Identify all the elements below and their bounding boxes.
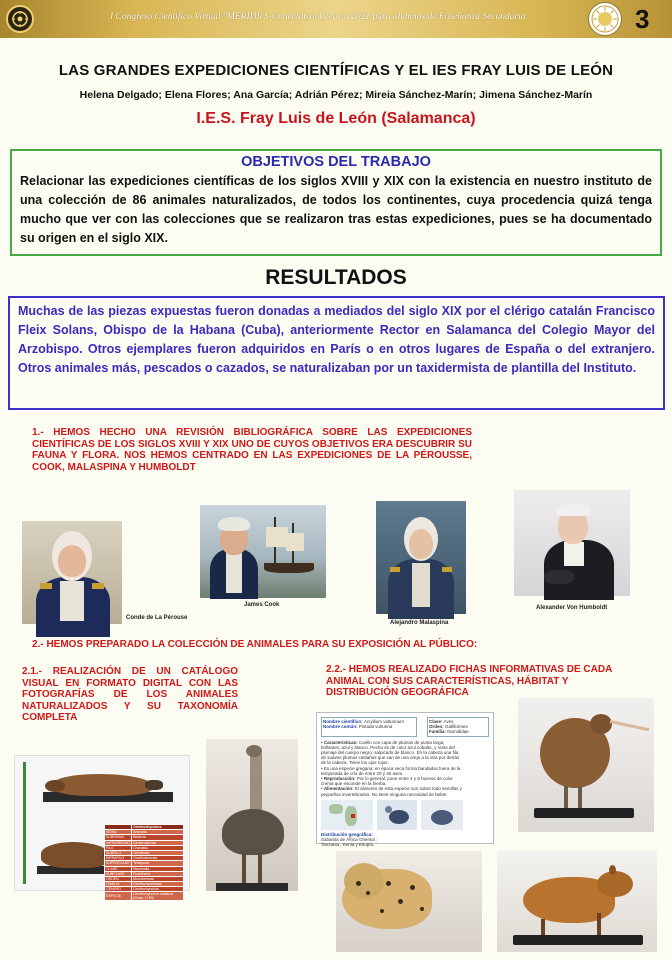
card-common-label: Nombre común: (323, 724, 358, 730)
section2-2-heading: 2.2.- HEMOS REALIZADO FICHAS INFORMATIVAS DE CADA ANIMAL CON SUS CARACTERÍSTICAS, HÁBITAT Y DISTRIBUCIÓN GEOGRÁFICA (326, 664, 612, 698)
card-species-text: Es una especie gregaria; en época seca forma bandadas fuera de la temporada de cría de entre 20 y 40 aves. (321, 765, 461, 776)
card-order-value: Galliformes (445, 724, 468, 730)
poster-title: LAS GRANDES EXPEDICIONES CIENTÍFICAS Y EL IES FRAY LUIS DE LEÓN (58, 62, 614, 79)
taxonomy-rank: ESPECIE (105, 892, 132, 901)
agouti-photo (497, 851, 657, 952)
taxonomy-rank: SUPERCLASE (105, 861, 132, 866)
taxonomy-value: Mammalia (132, 866, 184, 871)
malaspina-portrait (376, 501, 466, 614)
taxonomy-rank: INFRARREINO (106, 840, 131, 845)
taxonomy-rank: INFRAFILO (105, 856, 132, 861)
section2-1-heading: 2.1.- REALIZACIÓN DE UN CATÁLOGO VISUAL EN FORMATO DIGITAL CON LAS FOTOGRAFÍAS DE LOS ANIMALES NATURALIZADOS Y SU TAXONOMÍA COMPLETA (22, 666, 238, 723)
card-repro-label: Reproducción: (323, 776, 356, 782)
taxonomy-table-header: Ornithorhynchus (132, 825, 184, 830)
taxonomy-value: Ornithorhynchidae (132, 882, 184, 887)
objectives-title: OBJETIVOS DEL TRABAJO (241, 154, 431, 170)
rhea-photo (206, 739, 298, 891)
taxonomy-rank: SUBREINO (105, 835, 132, 840)
card-char-label: Características: (323, 739, 358, 745)
card-repro-text: Por lo general, pone entre 4 y 8 huevos de color crema que esconde en la hierba. (321, 776, 453, 787)
card-distrib-text: Sabanas de África Oriental : Tanzania , Kenia y Etiopía. (321, 837, 378, 848)
card-order-label: Orden: (429, 724, 444, 730)
objectives-box (10, 149, 662, 256)
cook-caption: James Cook (244, 602, 280, 608)
humboldt-portrait (514, 490, 630, 596)
card-class-value: Aves (443, 719, 454, 724)
section2-heading: 2.- HEMOS PREPARADO LA COLECCIÓN DE ANIMALES PARA SU EXPOSICIÓN AL PÚBLICO: (32, 639, 478, 650)
taxonomy-rank: FAMILIA (105, 882, 132, 887)
objectives-text: Relacionar las expediciones científicas de los siglos XVIII y XIX con la existencia en nuestro instituto de una colección de 86 animales naturalizados, de todos los continentes, cuya procedencia quizá tenga mucho que ver con las colecciones que se realizaron tras estas expediciones, pues se ha documentado su origen en el siglo XIX. (20, 174, 652, 245)
taxonomy-table (104, 824, 184, 901)
taxonomy-row (105, 892, 184, 901)
taxonomy-rank: CLASE (105, 866, 132, 871)
kiwi-photo (518, 698, 654, 832)
results-title: RESULTADOS (265, 266, 407, 289)
congress-logo-icon (6, 5, 34, 33)
card-char-text: Cuello con capa de plumas de punta larga, brillantes, azul y blanco. Pecho es de color azul cobalto, y resto del plumaje del cuerpo negro, salpicado de blanco. En la cabeza una fila de suaves plumas castañas que van de una oreja a la otra por detrás de la cabeza. Tiene los ojos rojos. (321, 739, 460, 766)
card-food-label: Alimentación: (323, 786, 354, 792)
section1-heading: 1.- HEMOS HECHO UNA REVISIÓN BIBLIOGRÁFICA SOBRE LAS EXPEDICIONES CIENTÍFICAS DE LOS SIGLOS XVIII Y XIX UNO DE CUYOS OBJETIVOS ERA DESCUBRIR SU FAUNA Y FLORA. NOS HEMOS CENTRADO EN LAS EXPEDICIONES DE LA PÉROUSSE, COOK, MALASPINA Y HUMBOLDT (32, 427, 472, 473)
taxonomy-value: Monotremata (132, 876, 184, 881)
taxonomy-rank: ORDEN (105, 876, 132, 881)
taxonomy-value: Bilateria (132, 835, 184, 840)
card-common-value: Pintada vulturina (358, 724, 393, 730)
taxonomy-value: Deuterostomia (132, 840, 184, 845)
poster-authors: Helena Delgado; Elena Flores; Ana García; Adrián Pérez; Mireia Sánchez-Marín; Jimena Sánchez-Marín (79, 89, 593, 101)
results-box (8, 296, 665, 410)
card-distrib-label: Distribución geográfica: (321, 831, 373, 837)
taxonomy-value: Gnathostomata (132, 856, 184, 861)
taxonomy-rank: SUBCLASE (105, 871, 132, 876)
taxonomy-rank: REINO (105, 830, 132, 835)
taxonomy-value: Chordata (132, 845, 184, 850)
taxonomy-rank: GÉNERO (105, 887, 132, 892)
malaspina-caption: Alejandro Malaspina (390, 620, 449, 626)
taxonomy-value: Vertebrata (132, 850, 184, 855)
info-card: Nombre científico: Acryllium vulturinum Nombre común: Pintada vulturina Clase: Aves Orden: Galliformes Familia: Numididae • Características: Cuello con capa de plumas de punta larga, brillantes, azul y blanco. Pecho es de color azul cobalto, y resto del plumaje del cuerpo negro, salpicado de blanco. En la cabeza una fila de suaves plumas castañas que van de una oreja a la otra por detrás de la cabeza. Tiene los ojos rojos. • Es una especie gregaria; en época seca forma bandadas fuera de la temporada de cría de entre 20 y 40 aves. • Reproducción: Por lo general, pone entre 4 y 8 huevos de color crema que esconde en la hierba. • Alimentación: El alimento de esta especie son sobre todo semillas y pequeños invertebrados. No tiene ninguna necesidad de beber. Distribución geográfica: Sabanas de África Oriental : Tanzania , Kenia y Etiopía. (316, 712, 494, 844)
page-number: 3 (635, 4, 650, 34)
cook-portrait (200, 505, 326, 598)
leopard-photo (336, 851, 482, 952)
taxonomy-value: Ornithorhynchus anatinus (Shaw, 1799) (132, 892, 184, 901)
taxonomy-value: Animalia (132, 830, 184, 835)
card-food-text: El alimento de esta especie son sobre todo semillas y pequeños invertebrados. No tiene ninguna necesidad de beber. (321, 786, 462, 797)
congress-title: I Congreso Científico Virtual "MERIDIeS-ConectaConCiencia 2021 para alumnos de Enseñanza Secundaria (110, 12, 526, 22)
taxonomy-rank: SUBFILO (105, 850, 132, 855)
taxonomy-value: Tetrapoda (132, 861, 184, 866)
card-sci-label: Nombre científico: (323, 719, 363, 724)
laperouse-caption: Conde de La Pérouse (126, 615, 188, 621)
guineafowl-photo (377, 800, 417, 830)
taxonomy-rank: FILO (105, 845, 132, 850)
taxonomy-value: Ornithorhynchus (132, 887, 184, 892)
card-family-value: Numididae (447, 729, 469, 735)
humboldt-caption: Alexander Von Humboldt (536, 605, 608, 611)
laperouse-portrait (22, 521, 122, 624)
distribution-map-icon (321, 800, 373, 830)
school-seal-icon (588, 2, 622, 36)
taxonomy-value: Prototheria (132, 871, 184, 876)
card-sci-value: Acryllium vulturinum (363, 719, 405, 724)
results-text: Muchas de las piezas expuestas fueron donadas a mediados del siglo XIX por el clérigo catalán Francisco Fleix Solans, Obispo de la Habana (Cuba), anteriormente Rector en Salamanca del Colegio Mayor del Arzobispo. Otros ejemplares fueron adquiridos en París o en otros lugares de España o del extranjero. Otros animales más, pescados o cazados, se naturalizaban por un taxidermista de plantilla del Instituto. (18, 304, 655, 375)
guineafowl-photo-2 (421, 800, 463, 830)
card-class-label: Clase: (429, 719, 443, 724)
card-family-label: Familia: (429, 729, 447, 735)
school-name: I.E.S. Fray Luis de León (Salamanca) (196, 110, 476, 127)
header-banner (0, 0, 672, 38)
